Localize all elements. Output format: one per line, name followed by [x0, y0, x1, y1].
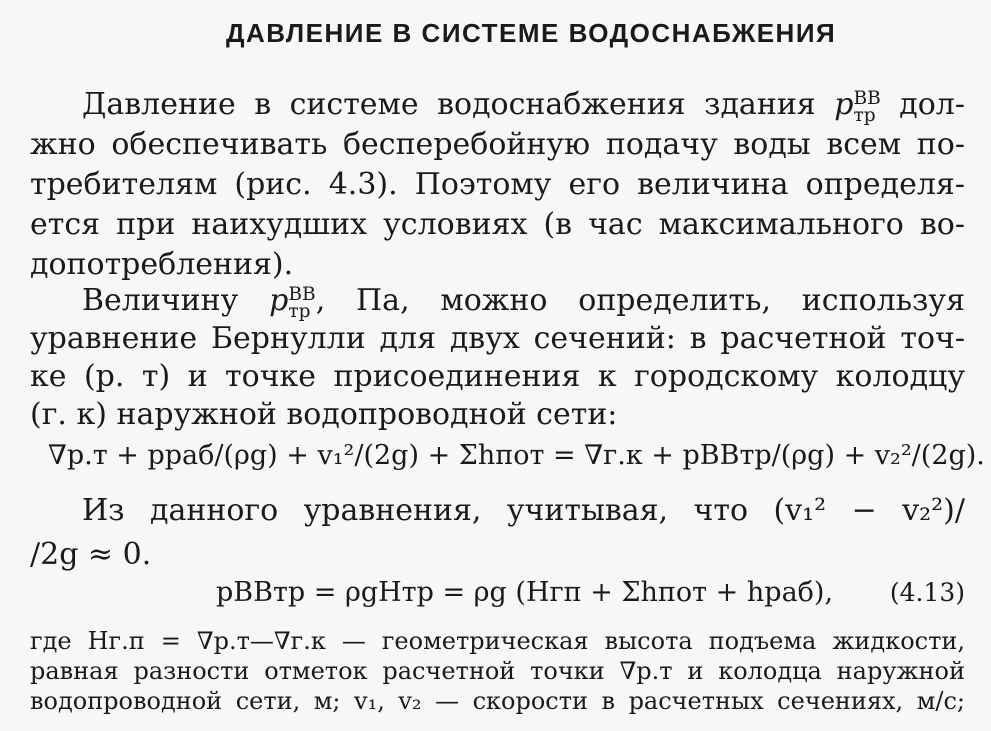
- paragraph-line: (г. к) наружной водопроводной сети:: [30, 397, 618, 432]
- equation-number: (4.13): [889, 578, 965, 607]
- notes-line: где Hг.п = ∇р.т—∇г.к — геометрическая высота подъема жидкости,: [30, 627, 965, 655]
- bernoulli-equation: ∇р.т + pраб/(ρg) + v₁²/(2g) + Σhпот = ∇г.к + pВВтр/(ρg) + v₂²/(2g).: [48, 440, 985, 471]
- pressure-symbol: p: [834, 87, 854, 122]
- paragraph-line: уравнение Бернулли для двух сечений: в расчетной точ-: [30, 321, 965, 356]
- notes-line: водопроводной сети, м; v₁, v₂ — скорости в расчетных сечениях, м/с;: [30, 687, 965, 715]
- paragraph-line: требителям (рис. 4.3). Поэтому его величина определя-: [30, 167, 965, 202]
- paragraph-line: ке (р. т) и точке присоединения к городскому колодцу: [30, 359, 965, 394]
- section-heading: ДАВЛЕНИЕ В СИСТЕМЕ ВОДОСНАБЖЕНИЯ: [226, 18, 837, 48]
- paragraph-line: Величину p ВВ тр , Па, можно определить, используя: [82, 283, 965, 322]
- paragraph-line: /2g ≈ 0.: [30, 537, 152, 572]
- paragraph-line: Давление в системе водоснабжения здания p ВВ тр дол-: [82, 87, 965, 126]
- paragraph-line: жно обеспечивать бесперебойную подачу воды всем по-: [30, 127, 965, 162]
- paragraph-line: допотребления).: [30, 247, 294, 282]
- equation-4-13: pВВтр = ρgHтр = ρg (Hгп + Σhпот + hраб),: [216, 577, 834, 608]
- paragraph-line: ется при наихудших условиях (в час максимального во-: [30, 207, 965, 242]
- notes-line: равная разности отметок расчетной точки ∇р.т и колодца наружной: [30, 657, 965, 685]
- paragraph-line: Из данного уравнения, учитывая, что (v₁² − v₂²)/: [82, 493, 965, 528]
